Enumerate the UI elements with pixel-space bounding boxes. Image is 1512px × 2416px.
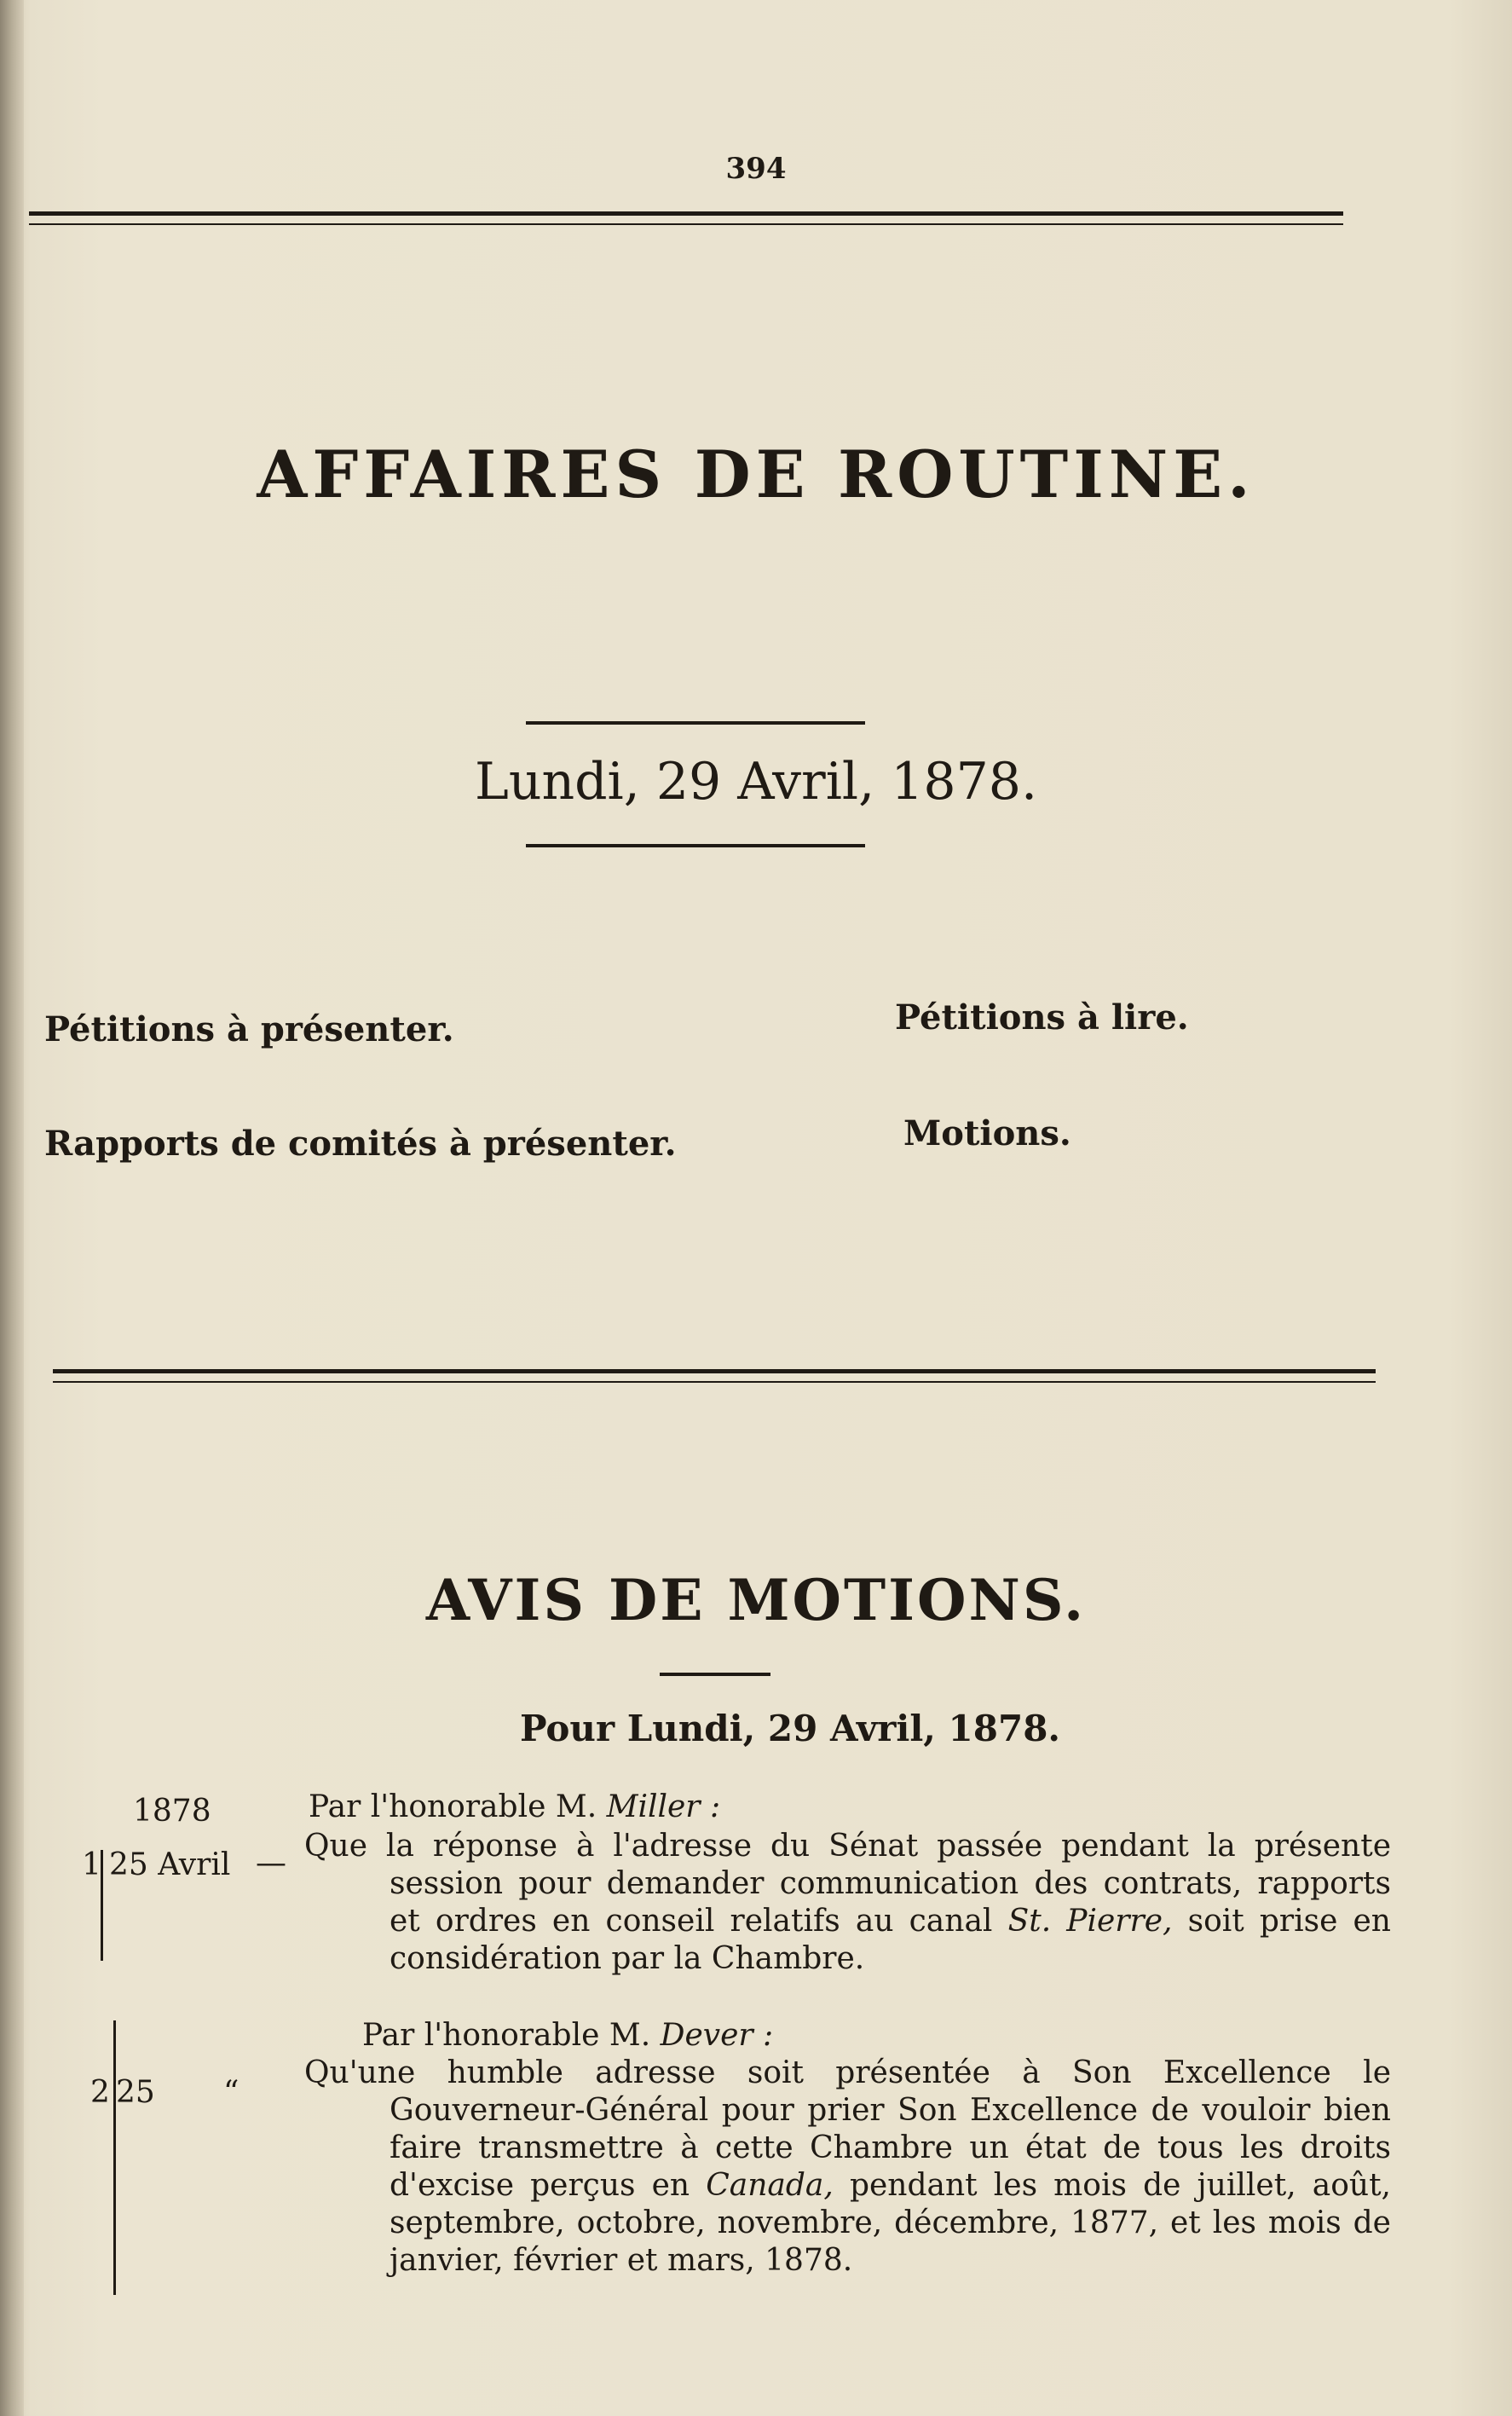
date-rule-top: [526, 721, 865, 725]
entry-2-date: 25: [116, 2075, 155, 2110]
notices-title: AVIS DE MOTIONS.: [425, 1567, 1087, 1633]
routine-item-committee-reports: Rapports de comités à présenter.: [44, 1124, 677, 1164]
routine-item-petitions-present: Pétitions à présenter.: [44, 1009, 454, 1049]
entry-2-place: Canada,: [706, 2168, 834, 2203]
entry-2-sponsor: [362, 2017, 773, 2055]
entry-1-sponsor-name: Miller :: [606, 1789, 721, 1824]
notices-title-rule: [660, 1673, 770, 1676]
entry-2-sponsor-name: Dever :: [660, 2018, 774, 2053]
top-rule-thin: [29, 223, 1343, 225]
routine-title: AFFAIRES DE ROUTINE.: [257, 436, 1255, 512]
middle-rule-thin: [53, 1381, 1376, 1383]
routine-item-petitions-read: Pétitions à lire.: [895, 997, 1189, 1037]
entry-2-sponsor-prefix: Par l'honorable M.: [362, 2018, 651, 2053]
entry-1-number: 1: [82, 1847, 101, 1882]
entry-2-text: Qu'une humble adresse soit présentée à Son Excellence le Gouverneur-Général pour prier Son Excellence de vouloir bien faire transmettre à cette Chambre un état de tous les droits d'excise perçus en Canada, pendant les mois de juillet, août, septembre, octobre, novembre, décembre, 1877, et les mois de janvier, février et mars, 1878.: [304, 2055, 1391, 2278]
middle-rule-thick: [53, 1369, 1376, 1373]
entry-2-ditto: “: [223, 2075, 239, 2110]
page-number: 394: [725, 152, 787, 186]
book-spine-shadow: [0, 0, 24, 2416]
top-rule-thick: [29, 211, 1343, 216]
routine-item-motions: Motions.: [903, 1113, 1071, 1153]
entry-2-number: 2: [90, 2075, 110, 2110]
date-rule-bottom: [526, 844, 865, 847]
entry-1-sponsor-prefix: Par l'honorable M.: [309, 1789, 597, 1824]
entry-1-sponsor: [309, 1789, 720, 1826]
routine-date: Lundi, 29 Avril, 1878.: [474, 752, 1038, 812]
year-label: 1878: [133, 1794, 211, 1829]
margin-rule-2: [113, 2020, 116, 2295]
notices-subheading: Pour Lundi, 29 Avril, 1878.: [519, 1708, 1061, 1749]
entry-1-dash: —: [256, 1846, 286, 1881]
entry-1-date: 25 Avril: [109, 1847, 231, 1882]
entry-1-text: Que la réponse à l'adresse du Sénat passée pendant la présente session pour demander communication des contrats, rapports et ordres en conseil relatifs au canal St. Pierre, soit prise en considération par la Chambre.: [304, 1829, 1391, 1976]
entry-1-place: St. Pierre,: [1007, 1904, 1173, 1939]
